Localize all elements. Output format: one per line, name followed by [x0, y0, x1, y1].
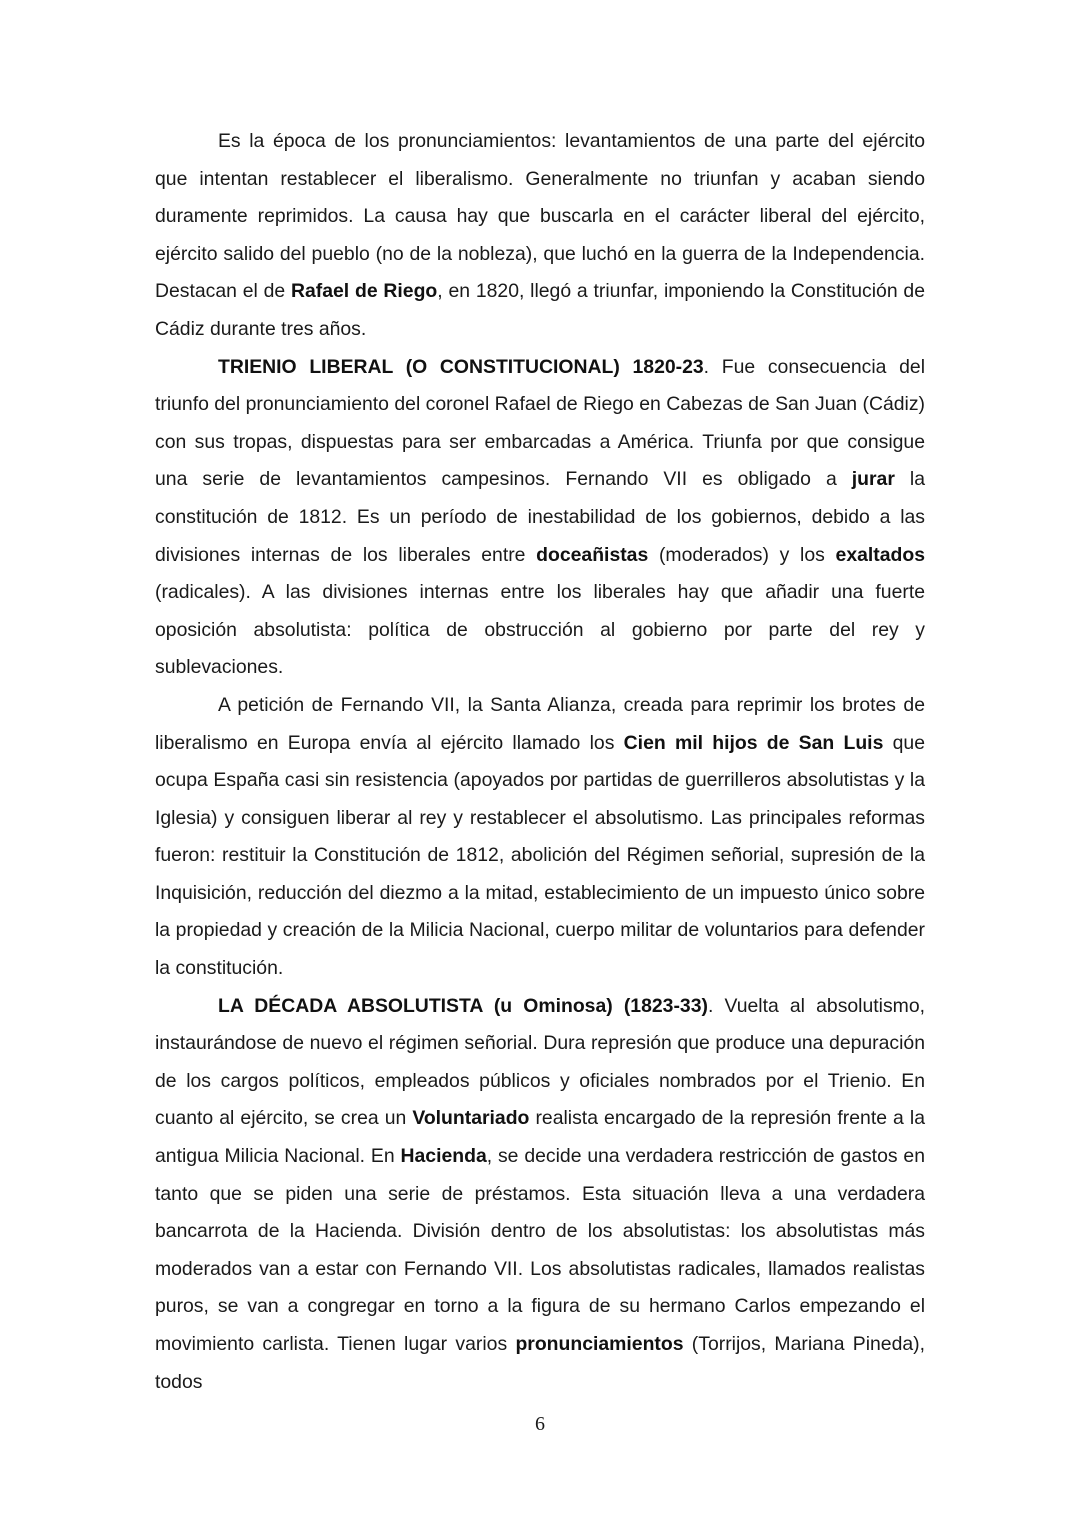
text-segment: realista encargado de la represión frente a la antigua Milicia Nacional. En	[155, 1107, 925, 1168]
text-segment: que ocupa España casi sin resistencia (apoyados por partidas de guerrilleros absolutistas y la Iglesia) y consiguen liberar al rey y restablecer el absolutismo. Las principales reformas fueron: restituir la Constitución de 1812, abolición del Régimen señorial, supresión de la Inquisición, reducción del diezmo a la mitad, establecimiento de un impuesto único sobre la propiedad y creación de la Milicia Nacional, cuerpo militar de voluntarios para defender la constitución.	[155, 731, 925, 980]
section-heading-decada-absolutista: LA DÉCADA ABSOLUTISTA (u Ominosa) (1823-33)	[218, 994, 708, 1017]
text-segment: (radicales). A las divisiones internas entre los liberales hay que añadir una fuerte oposición absolutista: política de obstrucción al gobierno por parte del rey y sublevaciones.	[155, 581, 925, 679]
text-segment: , en 1820, llegó a triunfar, imponiendo la Constitución de Cádiz durante tres años.	[155, 280, 925, 340]
text-segment: . Vuelta al absolutismo, instaurándose de nuevo el régimen señorial. Dura represión que produce una depuración de los cargos políticos, empleados públicos y oficiales nombrados por el Trienio. En cuanto al ejército, se crea un	[155, 994, 925, 1130]
bold-term-jurar: jurar	[851, 468, 895, 491]
paragraph-trienio-liberal	[155, 349, 925, 687]
section-heading-trienio-liberal: TRIENIO LIBERAL (O CONSTITUCIONAL) 1820-23	[218, 355, 704, 378]
bold-term-doceanistas: doceañistas	[536, 543, 649, 566]
paragraph-pronunciamientos	[155, 123, 925, 349]
text-segment: , se decide una verdadera restricción de gastos en tanto que se piden una serie de préstamos. Esta situación lleva a una verdadera bancarrota de la Hacienda. División dentro de los absolutistas: los absolutistas más moderados van a estar con Fernando VII. Los absolutistas radicales, llamados realistas puros, se van a congregar en torno a la figura de su hermano Carlos empezando el movimiento carlista. Tienen lugar varios	[155, 1145, 925, 1355]
bold-term-exaltados: exaltados	[835, 543, 925, 566]
paragraph-santa-alianza	[155, 687, 925, 988]
text-segment: . Fue consecuencia del triunfo del pronunciamiento del coronel Rafael de Riego en Cabezas de San Juan (Cádiz) con sus tropas, dispuestas para ser embarcadas a América. Triunfa por que consigue una serie de levantamientos campesinos. Fernando VII es obligado a	[155, 355, 925, 491]
text-segment: (moderados) y los	[648, 543, 836, 566]
text-segment: (Torrijos, Mariana Pineda), todos	[155, 1333, 925, 1393]
bold-term-rafael-de-riego: Rafael de Riego	[290, 280, 438, 303]
bold-term-cien-mil-hijos: Cien mil hijos de San Luis	[623, 731, 884, 754]
paragraph-decada-absolutista	[155, 988, 925, 1402]
text-segment: Es la época de los pronunciamientos: levantamientos de una parte del ejército que intentan restablecer el liberalismo. Generalmente no triunfan y acaban siendo duramente reprimidos. La causa hay que buscarla en el carácter liberal del ejército, ejército salido del pueblo (no de la nobleza), que luchó en la guerra de la Independencia. Destacan el de	[155, 130, 925, 303]
bold-term-voluntariado: Voluntariado	[412, 1107, 530, 1130]
bold-term-hacienda: Hacienda	[400, 1145, 487, 1168]
bold-term-pronunciamientos: pronunciamientos	[515, 1333, 684, 1355]
document-body	[155, 123, 925, 1401]
text-segment: la constitución de 1812. Es un período de inestabilidad de los gobiernos, debido a las divisiones internas de los liberales entre	[155, 468, 925, 566]
text-segment: A petición de Fernando VII, la Santa Alianza, creada para reprimir los brotes de liberalismo en Europa envía al ejército llamado los	[155, 693, 925, 754]
page-number: 6	[535, 1413, 545, 1435]
